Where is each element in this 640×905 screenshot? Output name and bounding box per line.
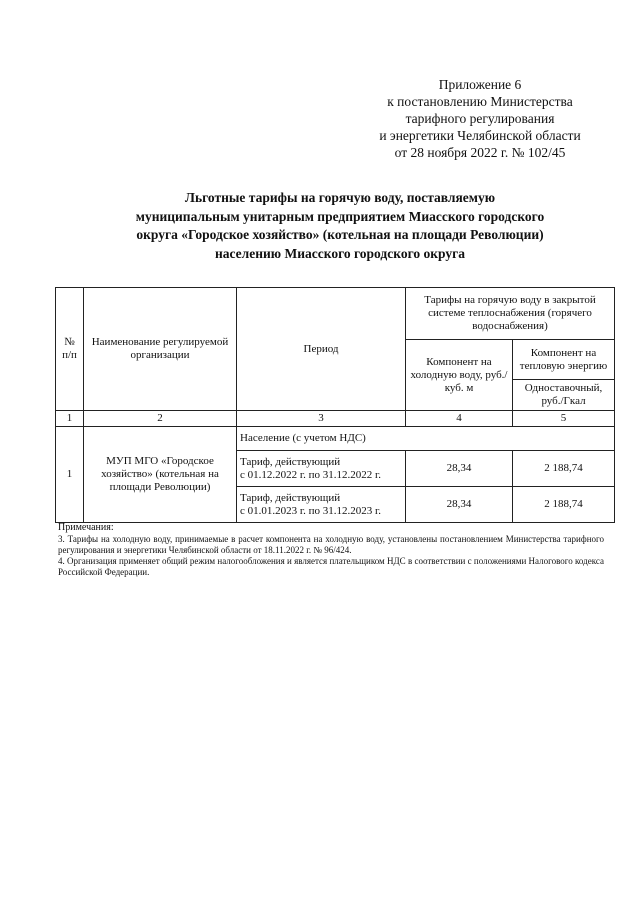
note-4: 4. Организация применяет общий режим налогообложения и является плательщиком НДС в соответствии с положениями Налогового кодекса Российской Федерации. [58, 556, 604, 577]
annex-ref-line: тарифного регулирования [405, 111, 555, 126]
title-line: округа «Городское хозяйство» (котельная на площади Революции) [136, 227, 544, 242]
period-label: Тариф, действующий [240, 455, 341, 468]
table-header-row [56, 288, 615, 340]
cold-water-value: 28,34 [406, 451, 513, 487]
note-3: 3. Тарифы на холодную воду, принимаемые в расчет компонента на холодную воду, установлены постановлением Министерства тарифного регулирования и энергетики Челябинской области от 18.11.2022 г. № 96/424. [58, 534, 604, 555]
cold-water-value: 28,34 [406, 487, 513, 523]
period-dates: с 01.12.2022 г. по 31.12.2022 г. [240, 468, 382, 481]
annex-ref-line: и энергетики Челябинской области [379, 128, 581, 143]
consumer-group: Население (с учетом НДС) [237, 427, 615, 451]
column-number: 5 [513, 411, 615, 427]
column-number: 4 [406, 411, 513, 427]
heat-energy-value: 2 188,74 [513, 451, 615, 487]
column-number: 2 [84, 411, 237, 427]
table-row [56, 427, 615, 451]
period-dates: с 01.01.2023 г. по 31.12.2023 г. [240, 504, 382, 517]
document-title [40, 189, 640, 263]
tariff-table [55, 287, 615, 523]
header-org: Наименование регулируемой организации [84, 288, 237, 411]
period-label: Тариф, действующий [240, 491, 341, 504]
title-line: населению Миасского городского округа [214, 245, 465, 261]
organization-name: МУП МГО «Городское хозяйство» (котельная на площади Революции) [84, 427, 237, 523]
annex-reference [330, 76, 630, 161]
header-heat-energy: Компонент на тепловую энергию [513, 340, 615, 380]
header-cold-water: Компонент на холодную воду, руб./куб. м [406, 340, 513, 411]
annex-ref-line: к постановлению Министерства [387, 94, 573, 109]
header-single-rate: Одноставочный, руб./Гкал [513, 380, 615, 411]
period-cell [237, 451, 406, 487]
header-period: Период [237, 288, 406, 411]
row-number: 1 [56, 427, 84, 523]
header-num: № п/п [56, 288, 84, 411]
heat-energy-value: 2 188,74 [513, 487, 615, 523]
annex-number: Приложение 6 [438, 77, 522, 92]
notes-heading: Примечания: [58, 522, 114, 533]
title-line: муниципальным унитарным предприятием Миасского городского [135, 208, 545, 224]
header-tariffs: Тарифы на горячую воду в закрытой системе теплоснабжения (горячего водоснабжения) [406, 288, 615, 340]
title-line: Льготные тарифы на горячую воду, поставляемую [184, 190, 496, 205]
column-number: 1 [56, 411, 84, 427]
column-number: 3 [237, 411, 406, 427]
column-number-row [56, 411, 615, 427]
annex-date: от 28 ноября 2022 г. № 102/45 [394, 145, 566, 160]
notes-section [58, 522, 604, 578]
period-cell [237, 487, 406, 523]
